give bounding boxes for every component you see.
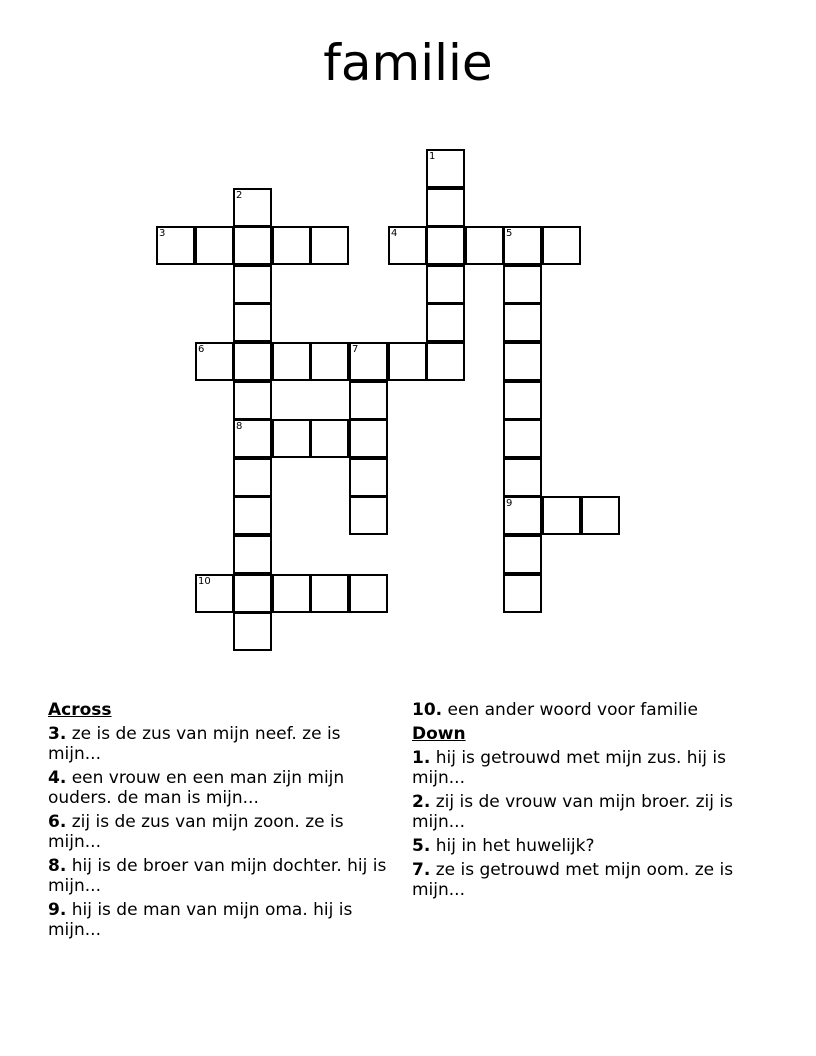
grid-cell[interactable]	[233, 342, 272, 381]
grid-cell[interactable]	[195, 342, 234, 381]
grid-cell[interactable]	[503, 496, 542, 535]
grid-cell[interactable]	[542, 496, 581, 535]
across-clue-10	[412, 700, 757, 720]
grid-cell[interactable]	[503, 574, 542, 613]
grid-cell[interactable]	[195, 226, 234, 265]
grid-cell[interactable]	[272, 342, 311, 381]
grid-cell[interactable]	[233, 496, 272, 535]
grid-cell[interactable]	[233, 381, 272, 420]
clue-text: hij is de broer van mijn dochter. hij is mijn...	[48, 856, 387, 896]
clue-text: hij is getrouwd met mijn zus. hij is mijn...	[412, 748, 726, 788]
clue-text: een vrouw en een man zijn mijn ouders. de man is mijn...	[48, 768, 345, 808]
grid-cell[interactable]	[233, 458, 272, 497]
grid-cell[interactable]	[233, 574, 272, 613]
clue-text: ze is getrouwd met mijn oom. ze is mijn...	[412, 860, 734, 900]
grid-cell[interactable]	[310, 419, 349, 458]
grid-cell[interactable]	[233, 303, 272, 342]
clue-number: 1.	[412, 748, 431, 768]
grid-cell[interactable]	[310, 226, 349, 265]
down-heading: Down	[412, 724, 466, 744]
grid-cell[interactable]	[310, 574, 349, 613]
grid-cell[interactable]	[156, 226, 195, 265]
across-clue-6	[48, 812, 388, 852]
grid-cell[interactable]	[349, 496, 388, 535]
grid-cell[interactable]	[503, 419, 542, 458]
clue-number: 7.	[412, 860, 431, 880]
clue-text: een ander woord voor familie	[447, 700, 698, 720]
down-clue-2	[412, 792, 757, 832]
grid-cell[interactable]	[503, 458, 542, 497]
cell-number: 3	[159, 228, 166, 239]
grid-cell[interactable]	[195, 574, 234, 613]
grid-cell[interactable]	[233, 265, 272, 304]
grid-cell[interactable]	[426, 342, 465, 381]
across-clue-4	[48, 768, 388, 808]
grid-cell[interactable]	[426, 188, 465, 227]
cell-number: 8	[236, 421, 243, 432]
grid-cell[interactable]	[349, 419, 388, 458]
grid-cell[interactable]	[233, 535, 272, 574]
grid-cell[interactable]	[272, 419, 311, 458]
clue-number: 10.	[412, 700, 443, 720]
grid-cell[interactable]	[233, 188, 272, 227]
clue-number: 9.	[48, 900, 67, 920]
clue-number: 8.	[48, 856, 67, 876]
clue-number: 6.	[48, 812, 67, 832]
clue-number: 3.	[48, 724, 67, 744]
grid-cell[interactable]	[542, 226, 581, 265]
cell-number: 10	[198, 576, 211, 587]
across-clue-8	[48, 856, 388, 896]
grid-cell[interactable]	[503, 265, 542, 304]
clue-number: 4.	[48, 768, 67, 788]
clue-number: 2.	[412, 792, 431, 812]
grid-cell[interactable]	[388, 342, 427, 381]
cell-number: 7	[352, 344, 359, 355]
down-clue-7	[412, 860, 757, 900]
grid-cell[interactable]	[272, 574, 311, 613]
grid-cell[interactable]	[503, 303, 542, 342]
clue-text: zij is de zus van mijn zoon. ze is mijn...	[48, 812, 344, 852]
grid-cell[interactable]	[233, 612, 272, 651]
grid-cell[interactable]	[233, 226, 272, 265]
clue-text: hij in het huwelijk?	[435, 836, 595, 856]
grid-cell[interactable]	[426, 303, 465, 342]
clue-number: 5.	[412, 836, 431, 856]
clue-text: ze is de zus van mijn neef. ze is mijn...	[48, 724, 341, 764]
down-clue-5	[412, 836, 757, 856]
grid-cell[interactable]	[349, 342, 388, 381]
grid-cell[interactable]	[426, 265, 465, 304]
grid-cell[interactable]	[503, 226, 542, 265]
cell-number: 1	[429, 151, 436, 162]
clues-left-column	[48, 700, 388, 944]
clue-text: zij is de vrouw van mijn broer. zij is mijn...	[412, 792, 733, 832]
cell-number: 5	[506, 228, 513, 239]
grid-cell[interactable]	[465, 226, 504, 265]
cell-number: 2	[236, 190, 243, 201]
clues-right-column	[412, 700, 757, 904]
page-title: familie	[323, 34, 493, 92]
cell-number: 4	[391, 228, 398, 239]
grid-cell[interactable]	[349, 574, 388, 613]
grid-cell[interactable]	[581, 496, 620, 535]
cell-number: 9	[506, 498, 513, 509]
across-clue-3	[48, 724, 388, 764]
grid-cell[interactable]	[272, 226, 311, 265]
cell-number: 6	[198, 344, 205, 355]
across-heading: Across	[48, 700, 112, 720]
grid-cell[interactable]	[503, 342, 542, 381]
grid-cell[interactable]	[310, 342, 349, 381]
grid-cell[interactable]	[426, 226, 465, 265]
across-clue-9	[48, 900, 388, 940]
grid-cell[interactable]	[503, 535, 542, 574]
clue-text: hij is de man van mijn oma. hij is mijn...	[48, 900, 353, 940]
down-clue-1	[412, 748, 757, 788]
grid-cell[interactable]	[388, 226, 427, 265]
grid-cell[interactable]	[503, 381, 542, 420]
grid-cell[interactable]	[349, 458, 388, 497]
grid-cell[interactable]	[349, 381, 388, 420]
grid-cell[interactable]	[233, 419, 272, 458]
grid-cell[interactable]	[426, 149, 465, 188]
